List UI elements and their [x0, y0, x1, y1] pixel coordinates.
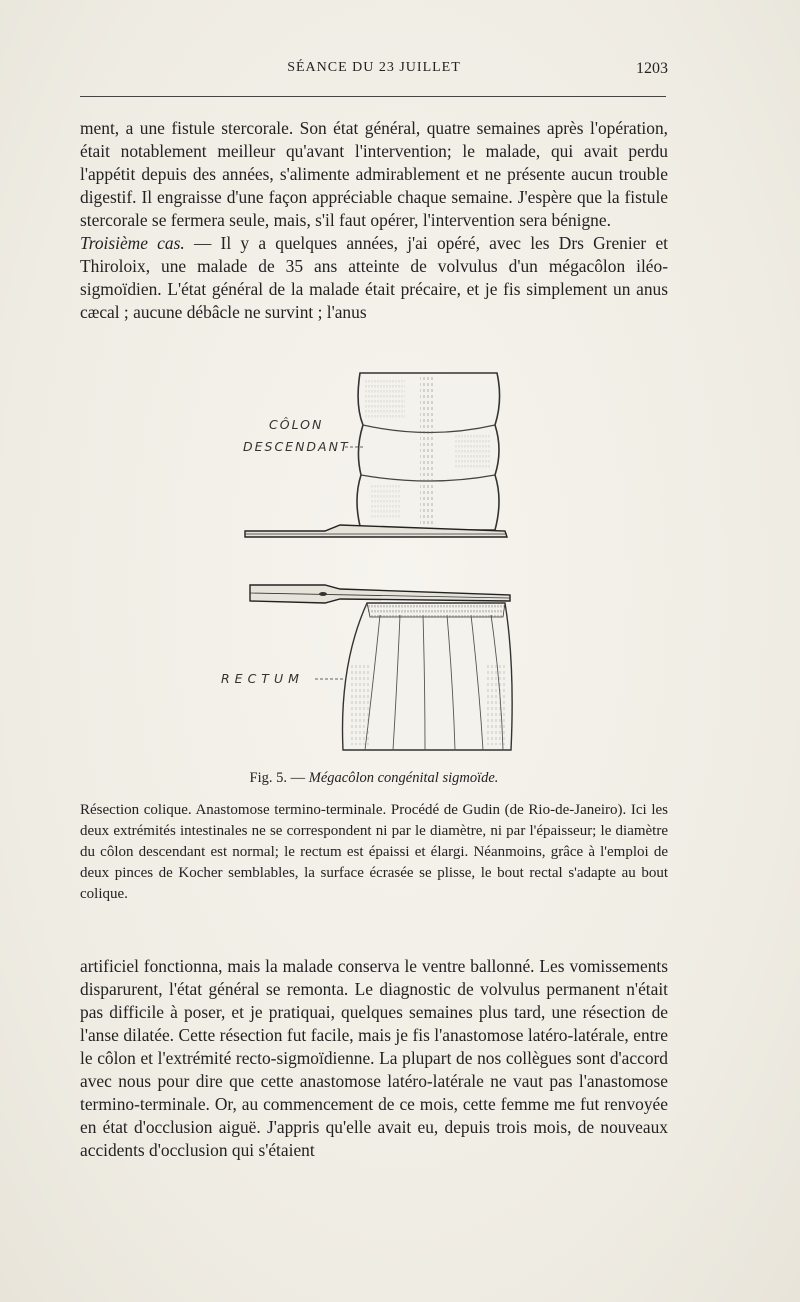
label-rectum: RECTUM — [221, 671, 304, 686]
figure-legend: Résection colique. Anastomose termino-terminale. Procédé de Gudin (de Rio-de-Janeiro). Ici les deux extrémités intestinales ne se correspondent ni par le diamètre, ni par l'épaisseur; le diamètre du côlon descendant est normal; le rectum est épaissi et élargi. Néanmoins, grâce à l'emploi de deux pinces de Kocher semblables, la surface écrasée se plisse, le bout rectal s'adapte au bout colique. — [80, 802, 668, 902]
caption-title: Mégacôlon congénital sigmoïde. — [308, 770, 499, 786]
label-colon-line1: CÔLON — [269, 417, 324, 432]
figure-megacolon — [215, 365, 525, 760]
case-heading: Troisième cas. — [80, 233, 185, 253]
case-text: — Il y a quelques années, j'ai opéré, avec les Drs Grenier et Thiroloix, une malade de 35 ans atteinte de volvulus d'un mégacôlon iléo-sigmoïdien. L'état général de la malade était précaire, et je fis simplement un anus cæcal ; aucune débâcle ne survint ; l'anus — [80, 233, 668, 322]
header-rule — [80, 96, 666, 97]
figure-illustration — [215, 365, 525, 760]
colon-segment — [357, 373, 500, 530]
rectum-segment — [343, 603, 513, 750]
caption-prefix: Fig. 5. — — [249, 770, 309, 786]
paragraph-top — [80, 117, 668, 324]
paragraph-top-text: ment, a une fistule stercorale. Son état général, quatre semaines après l'opération, était notablement meilleur qu'avant l'intervention; le malade, qui avait perdu l'appétit depuis des années, s'alimente admirablement et ne présente aucun trouble digestif. Il engraisse d'une façon appréciable chaque semaine. J'espère que la fistule stercorale se fermera seule, mais, s'il faut opérer, l'intervention sera bénigne. — [80, 118, 668, 230]
label-colon-line2: DESCENDANT — [243, 439, 350, 454]
running-header — [80, 60, 668, 86]
figure-caption — [80, 770, 668, 787]
paragraph-bottom: artificiel fonctionna, mais la malade conserva le ventre ballonné. Les vomissements disparurent, l'état général se remonta. Le diagnostic de volvulus permanent n'était pas difficile à poser, et je pratiquai, quelques semaines plus tard, une résection de l'anse dilatée. Cette résection fut facile, mais je fis l'anastomose latéro-latérale, entre le côlon et l'extrémité recto-sigmoïdienne. La plupart de nos collègues sont d'accord avec nous pour dire que cette anastomose latéro-latérale ne vaut pas l'anastomose termino-terminale. Or, au commencement de ce mois, cette femme me fut renvoyée en état d'occlusion aiguë. J'appris qu'elle avait eu, depuis trois mois, de nouveaux accidents d'occlusion qui s'étaient — [80, 956, 668, 1160]
kocher-clamp-lower — [250, 585, 510, 603]
page-number: 1203 — [636, 60, 668, 77]
header-title: SÉANCE DU 23 JUILLET — [287, 60, 461, 75]
